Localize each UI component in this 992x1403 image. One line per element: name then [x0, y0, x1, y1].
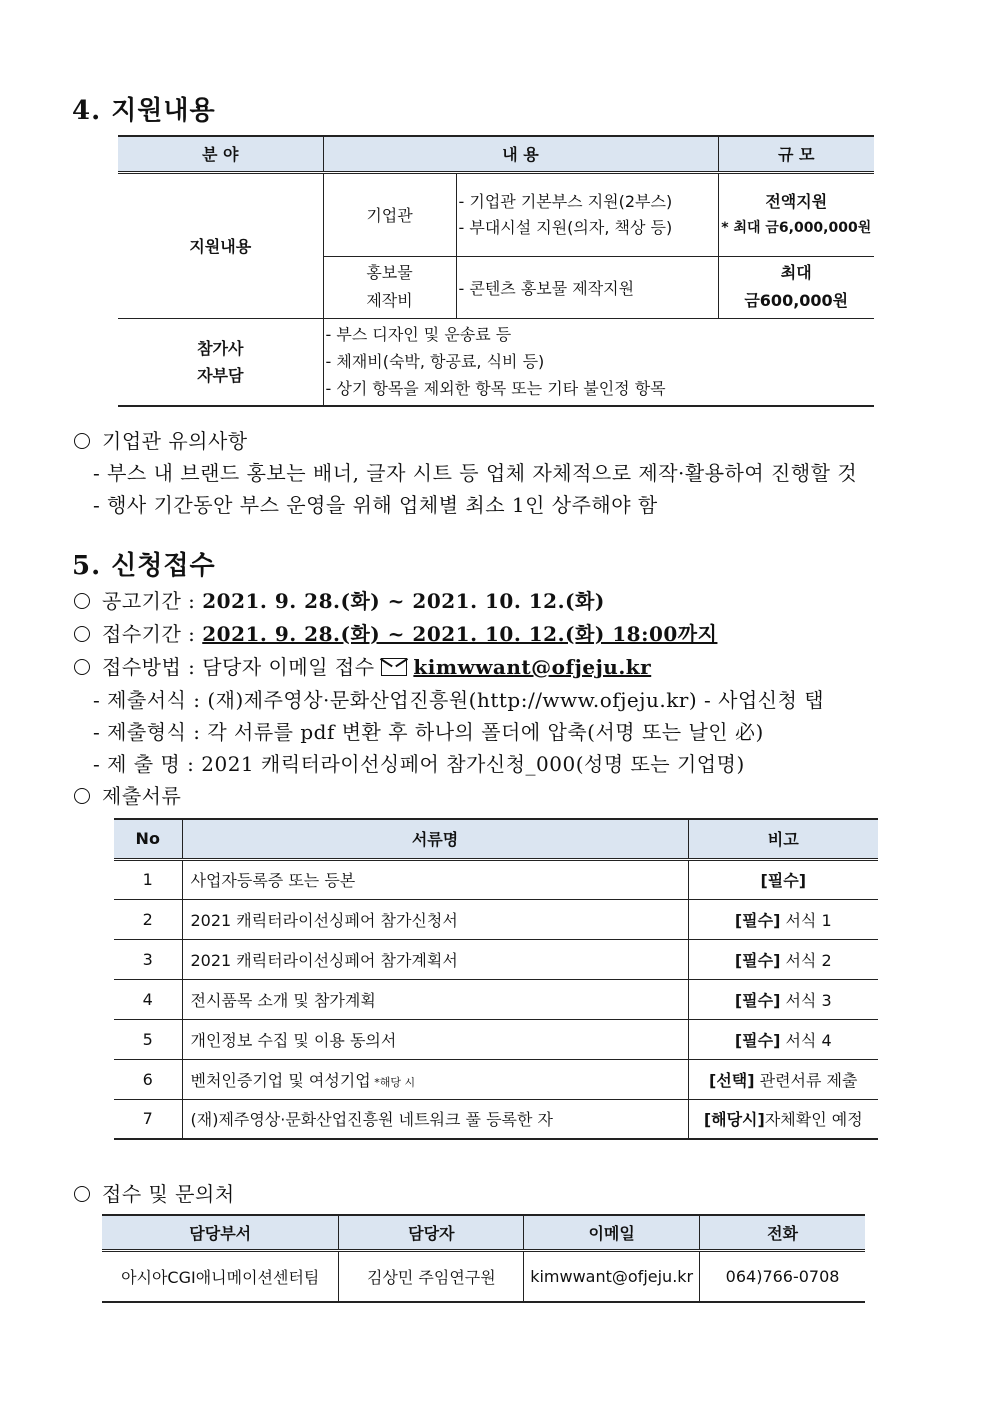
- doc-note-cell: [688, 1099, 878, 1139]
- contact-header-email: 이메일: [524, 1215, 700, 1250]
- header-scale: 규 모: [718, 136, 874, 172]
- doc-name: 벤처인증기업 및 여성기업: [190, 1070, 371, 1090]
- doc-rest: 서식 2: [780, 950, 832, 970]
- method-line: [74, 651, 651, 680]
- doc-no: 6: [114, 1059, 182, 1099]
- contact-person: 김상민 주임연구원: [339, 1250, 524, 1302]
- table-row: [114, 859, 878, 899]
- doc-name-cell: [182, 859, 688, 899]
- doc-no: 3: [114, 939, 182, 979]
- row-promo-item: - 콘텐츠 홍보물 제작지원: [456, 256, 718, 318]
- method-sub: - 제출서식 : (재)제주영상·문화산업진흥원(http://www.ofjeju.kr) - 사업신청 탭: [93, 688, 825, 712]
- promo-sub-line: 홍보물: [366, 263, 413, 282]
- booth-item: - 기업관 기본부스 지원(2부스): [458, 191, 673, 211]
- doc-tag: [필수]: [734, 1030, 781, 1050]
- doc-name: (재)제주영상·문화산업진흥원 네트워크 풀 등록한 자: [190, 1110, 553, 1130]
- doc-name-cell: [182, 1019, 688, 1059]
- contact-header-dept: 담당부서: [102, 1215, 339, 1250]
- method-email[interactable]: kimwwant@ofjeju.kr: [413, 655, 652, 679]
- self-item: - 부스 디자인 및 운송료 등: [325, 325, 512, 345]
- doc-name-note: *해당 시: [370, 1075, 416, 1089]
- doc-rest: 서식 3: [780, 990, 832, 1010]
- promo-scale-line: 최대: [780, 263, 812, 282]
- doc-tag: [해당시]: [703, 1110, 765, 1130]
- doc-name: 2021 캐릭터라이선싱페어 참가신청서: [190, 910, 458, 930]
- doc-note-cell: [688, 859, 878, 899]
- row-promo-sub: [323, 256, 456, 318]
- table-row: [114, 1059, 878, 1099]
- docs-title-text: 제출서류: [102, 784, 182, 808]
- method-sub: - 제출형식 : 각 서류를 pdf 변환 후 하나의 폴더에 압축(서명 또는 날인 必): [93, 720, 764, 744]
- contact-header-phone: 전화: [700, 1215, 865, 1250]
- contact-title-text: 접수 및 문의처: [102, 1182, 235, 1206]
- table-row: [114, 899, 878, 939]
- doc-note-cell: [688, 939, 878, 979]
- receipt-label: 접수기간 :: [102, 622, 196, 646]
- circle-bullet-icon: [74, 1186, 90, 1202]
- doc-name: 개인정보 수집 및 이용 동의서: [190, 1030, 397, 1050]
- contact-title: [74, 1178, 235, 1207]
- row-self-items: [323, 318, 874, 406]
- doc-rest: 서식 4: [780, 1030, 832, 1050]
- header-field: 분 야: [118, 136, 323, 172]
- doc-tag: [필수]: [734, 950, 781, 970]
- header-content: 내 용: [323, 136, 718, 172]
- self-item: - 상기 항목을 제외한 항목 또는 기타 불인정 항목: [325, 379, 666, 399]
- section4-title: 4. 지원내용: [72, 96, 216, 126]
- doc-rest: 서식 1: [780, 910, 832, 930]
- docs-table: [114, 818, 878, 1140]
- row-booth-sub: 기업관: [323, 172, 456, 256]
- doc-note-cell: [688, 899, 878, 939]
- row-booth-items: [456, 172, 718, 256]
- doc-no: 5: [114, 1019, 182, 1059]
- section5-title: 5. 신청접수: [72, 551, 216, 581]
- support-table: [118, 135, 874, 407]
- doc-no: 4: [114, 979, 182, 1019]
- contact-phone: 064)766-0708: [700, 1250, 865, 1302]
- doc-name-cell: [182, 1059, 688, 1099]
- notice-title-text: 기업관 유의사항: [102, 429, 248, 453]
- promo-sub-line: 제작비: [366, 291, 413, 310]
- doc-no: 2: [114, 899, 182, 939]
- docs-title: [74, 780, 181, 809]
- method-sub: - 제 출 명 : 2021 캐릭터라이선싱페어 참가신청_000(성명 또는 기업명): [93, 752, 745, 776]
- self-field-line: 참가사: [197, 338, 244, 358]
- doc-note-cell: [688, 1019, 878, 1059]
- promo-scale-line: 금600,000원: [744, 291, 849, 310]
- table-row: [114, 1019, 878, 1059]
- circle-bullet-icon: [74, 659, 90, 675]
- notice-item: - 행사 기간동안 부스 운영을 위해 업체별 최소 1인 상주해야 함: [93, 493, 658, 517]
- doc-name-cell: [182, 1099, 688, 1139]
- doc-note-cell: [688, 979, 878, 1019]
- row-self-field: [118, 318, 323, 406]
- table-row: [114, 1099, 878, 1139]
- doc-name: 사업자등록증 또는 등본: [190, 871, 356, 890]
- scale-max: * 최대 금6,000,000원: [721, 219, 872, 236]
- doc-name-cell: [182, 979, 688, 1019]
- receipt-value: 2021. 9. 28.(화) ~ 2021. 10. 12.(화) 18:00까지: [202, 622, 718, 646]
- circle-bullet-icon: [74, 626, 90, 642]
- contact-email[interactable]: kimwwant@ofjeju.kr: [524, 1250, 700, 1302]
- doc-tag: [필수]: [734, 910, 781, 930]
- period-line: [74, 585, 605, 614]
- row-booth-scale: [718, 172, 874, 256]
- doc-name: 2021 캐릭터라이선싱페어 참가계획서: [190, 950, 458, 970]
- doc-tag: [필수]: [734, 990, 781, 1010]
- booth-item: - 부대시설 지원(의자, 책상 등): [458, 217, 673, 237]
- doc-no: 7: [114, 1099, 182, 1139]
- doc-rest: 관련서류 제출: [754, 1070, 858, 1090]
- doc-tag: [선택]: [709, 1070, 755, 1090]
- method-label: 접수방법 : 담당자 이메일 접수: [102, 655, 375, 679]
- doc-name-cell: [182, 939, 688, 979]
- notice-item: - 부스 내 브랜드 홍보는 배너, 글자 시트 등 업체 자체적으로 제작·활용하여 진행할 것: [93, 461, 858, 485]
- circle-bullet-icon: [74, 593, 90, 609]
- circle-bullet-icon: [74, 788, 90, 804]
- period-value: 2021. 9. 28.(화) ~ 2021. 10. 12.(화): [202, 589, 605, 613]
- notice-title: [74, 425, 248, 454]
- doc-name-cell: [182, 899, 688, 939]
- docs-header-no: No: [114, 819, 182, 859]
- table-row: [114, 939, 878, 979]
- method-email-wrap[interactable]: [381, 655, 651, 679]
- period-label: 공고기간 :: [102, 589, 196, 613]
- docs-header-note: 비고: [688, 819, 878, 859]
- doc-name: 전시품목 소개 및 참가계획: [190, 990, 376, 1010]
- self-item: - 체재비(숙박, 항공료, 식비 등): [325, 352, 545, 372]
- table-row: [114, 979, 878, 1019]
- doc-note-cell: [688, 1059, 878, 1099]
- row-promo-scale: [718, 256, 874, 318]
- contact-table: [102, 1214, 865, 1303]
- doc-tag: [필수]: [760, 871, 807, 890]
- circle-bullet-icon: [74, 433, 90, 449]
- contact-dept: 아시아CGI애니메이션센터팀: [102, 1250, 339, 1302]
- self-field-line: 자부담: [197, 365, 244, 385]
- receipt-line: [74, 618, 717, 647]
- doc-no: 1: [114, 859, 182, 899]
- envelope-icon: [381, 658, 407, 676]
- row-support-field: 지원내용: [118, 172, 323, 318]
- doc-rest: 자체확인 예정: [764, 1110, 863, 1130]
- contact-header-person: 담당자: [339, 1215, 524, 1250]
- scale-full: 전액지원: [765, 191, 828, 211]
- docs-header-name: 서류명: [182, 819, 688, 859]
